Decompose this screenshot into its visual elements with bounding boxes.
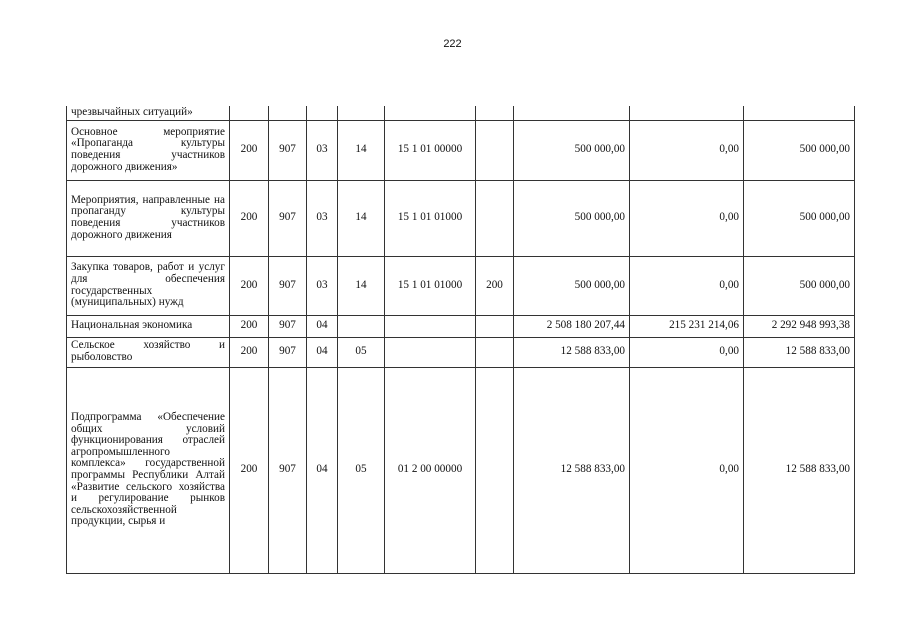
ministry-code-cell: 907	[269, 315, 307, 337]
item-name-cell: Подпрограмма «Обеспечение общих условий функционирования отраслей агропромышленного комплекса» государственной программы Республики Алтай «Развитие сельского хозяйства и регулирование рынков сельскохозяйственной продукции, сырья и	[67, 367, 230, 573]
ministry-code-cell: 907	[269, 256, 307, 315]
page-number: 222	[443, 38, 462, 50]
regional-amount-cell	[744, 106, 855, 120]
table-row	[67, 120, 855, 180]
regional-amount-cell: 12 588 833,00	[744, 367, 855, 573]
subsection-code-cell	[338, 106, 385, 120]
federal-amount-cell: 0,00	[630, 367, 744, 573]
admin-code-cell	[230, 106, 269, 120]
target-article-cell: 01 2 00 00000	[385, 367, 476, 573]
subsection-code-cell: 14	[338, 180, 385, 256]
subsection-code-cell	[338, 315, 385, 337]
expense-type-cell	[476, 315, 514, 337]
expense-type-cell: 200	[476, 256, 514, 315]
section-code-cell	[307, 106, 338, 120]
table-row	[67, 337, 855, 367]
section-code-cell: 03	[307, 120, 338, 180]
expense-type-cell	[476, 120, 514, 180]
budget-table	[66, 106, 855, 574]
section-code-cell: 03	[307, 180, 338, 256]
federal-amount-cell	[630, 106, 744, 120]
total-amount-cell: 500 000,00	[514, 120, 630, 180]
regional-amount-cell: 2 292 948 993,38	[744, 315, 855, 337]
ministry-code-cell: 907	[269, 120, 307, 180]
federal-amount-cell: 215 231 214,06	[630, 315, 744, 337]
item-name-cell: Основное мероприятие «Пропаганда культуры поведения участников дорожного движения»	[67, 120, 230, 180]
admin-code-cell: 200	[230, 256, 269, 315]
subsection-code-cell: 05	[338, 367, 385, 573]
table-row	[67, 106, 855, 120]
regional-amount-cell: 500 000,00	[744, 180, 855, 256]
target-article-cell: 15 1 01 00000	[385, 120, 476, 180]
total-amount-cell: 500 000,00	[514, 180, 630, 256]
regional-amount-cell: 500 000,00	[744, 120, 855, 180]
section-code-cell: 04	[307, 337, 338, 367]
regional-amount-cell: 500 000,00	[744, 256, 855, 315]
table-row	[67, 256, 855, 315]
admin-code-cell: 200	[230, 367, 269, 573]
total-amount-cell: 500 000,00	[514, 256, 630, 315]
ministry-code-cell: 907	[269, 367, 307, 573]
total-amount-cell: 2 508 180 207,44	[514, 315, 630, 337]
ministry-code-cell: 907	[269, 180, 307, 256]
expense-type-cell	[476, 106, 514, 120]
expense-type-cell	[476, 180, 514, 256]
admin-code-cell: 200	[230, 180, 269, 256]
admin-code-cell: 200	[230, 315, 269, 337]
item-name-cell: Национальная экономика	[67, 315, 230, 337]
table-row	[67, 315, 855, 337]
federal-amount-cell: 0,00	[630, 337, 744, 367]
ministry-code-cell	[269, 106, 307, 120]
subsection-code-cell: 05	[338, 337, 385, 367]
table-row	[67, 180, 855, 256]
item-name-cell: Закупка товаров, работ и услуг для обеспечения государственных (муниципальных) нужд	[67, 256, 230, 315]
federal-amount-cell: 0,00	[630, 256, 744, 315]
section-code-cell: 04	[307, 315, 338, 337]
ministry-code-cell: 907	[269, 337, 307, 367]
regional-amount-cell: 12 588 833,00	[744, 337, 855, 367]
section-code-cell: 04	[307, 367, 338, 573]
item-name-cell: Мероприятия, направленные на пропаганду культуры поведения участников дорожного движения	[67, 180, 230, 256]
target-article-cell: 15 1 01 01000	[385, 180, 476, 256]
total-amount-cell: 12 588 833,00	[514, 337, 630, 367]
subsection-code-cell: 14	[338, 256, 385, 315]
admin-code-cell: 200	[230, 120, 269, 180]
table-row	[67, 367, 855, 573]
subsection-code-cell: 14	[338, 120, 385, 180]
expense-type-cell	[476, 337, 514, 367]
target-article-cell: 15 1 01 01000	[385, 256, 476, 315]
item-name-cell: Сельское хозяйство и рыболовство	[67, 337, 230, 367]
target-article-cell	[385, 337, 476, 367]
expense-type-cell	[476, 367, 514, 573]
federal-amount-cell: 0,00	[630, 120, 744, 180]
total-amount-cell: 12 588 833,00	[514, 367, 630, 573]
target-article-cell	[385, 106, 476, 120]
target-article-cell	[385, 315, 476, 337]
federal-amount-cell: 0,00	[630, 180, 744, 256]
item-name-cell: чрезвычайных ситуаций»	[67, 106, 230, 120]
section-code-cell: 03	[307, 256, 338, 315]
total-amount-cell	[514, 106, 630, 120]
admin-code-cell: 200	[230, 337, 269, 367]
